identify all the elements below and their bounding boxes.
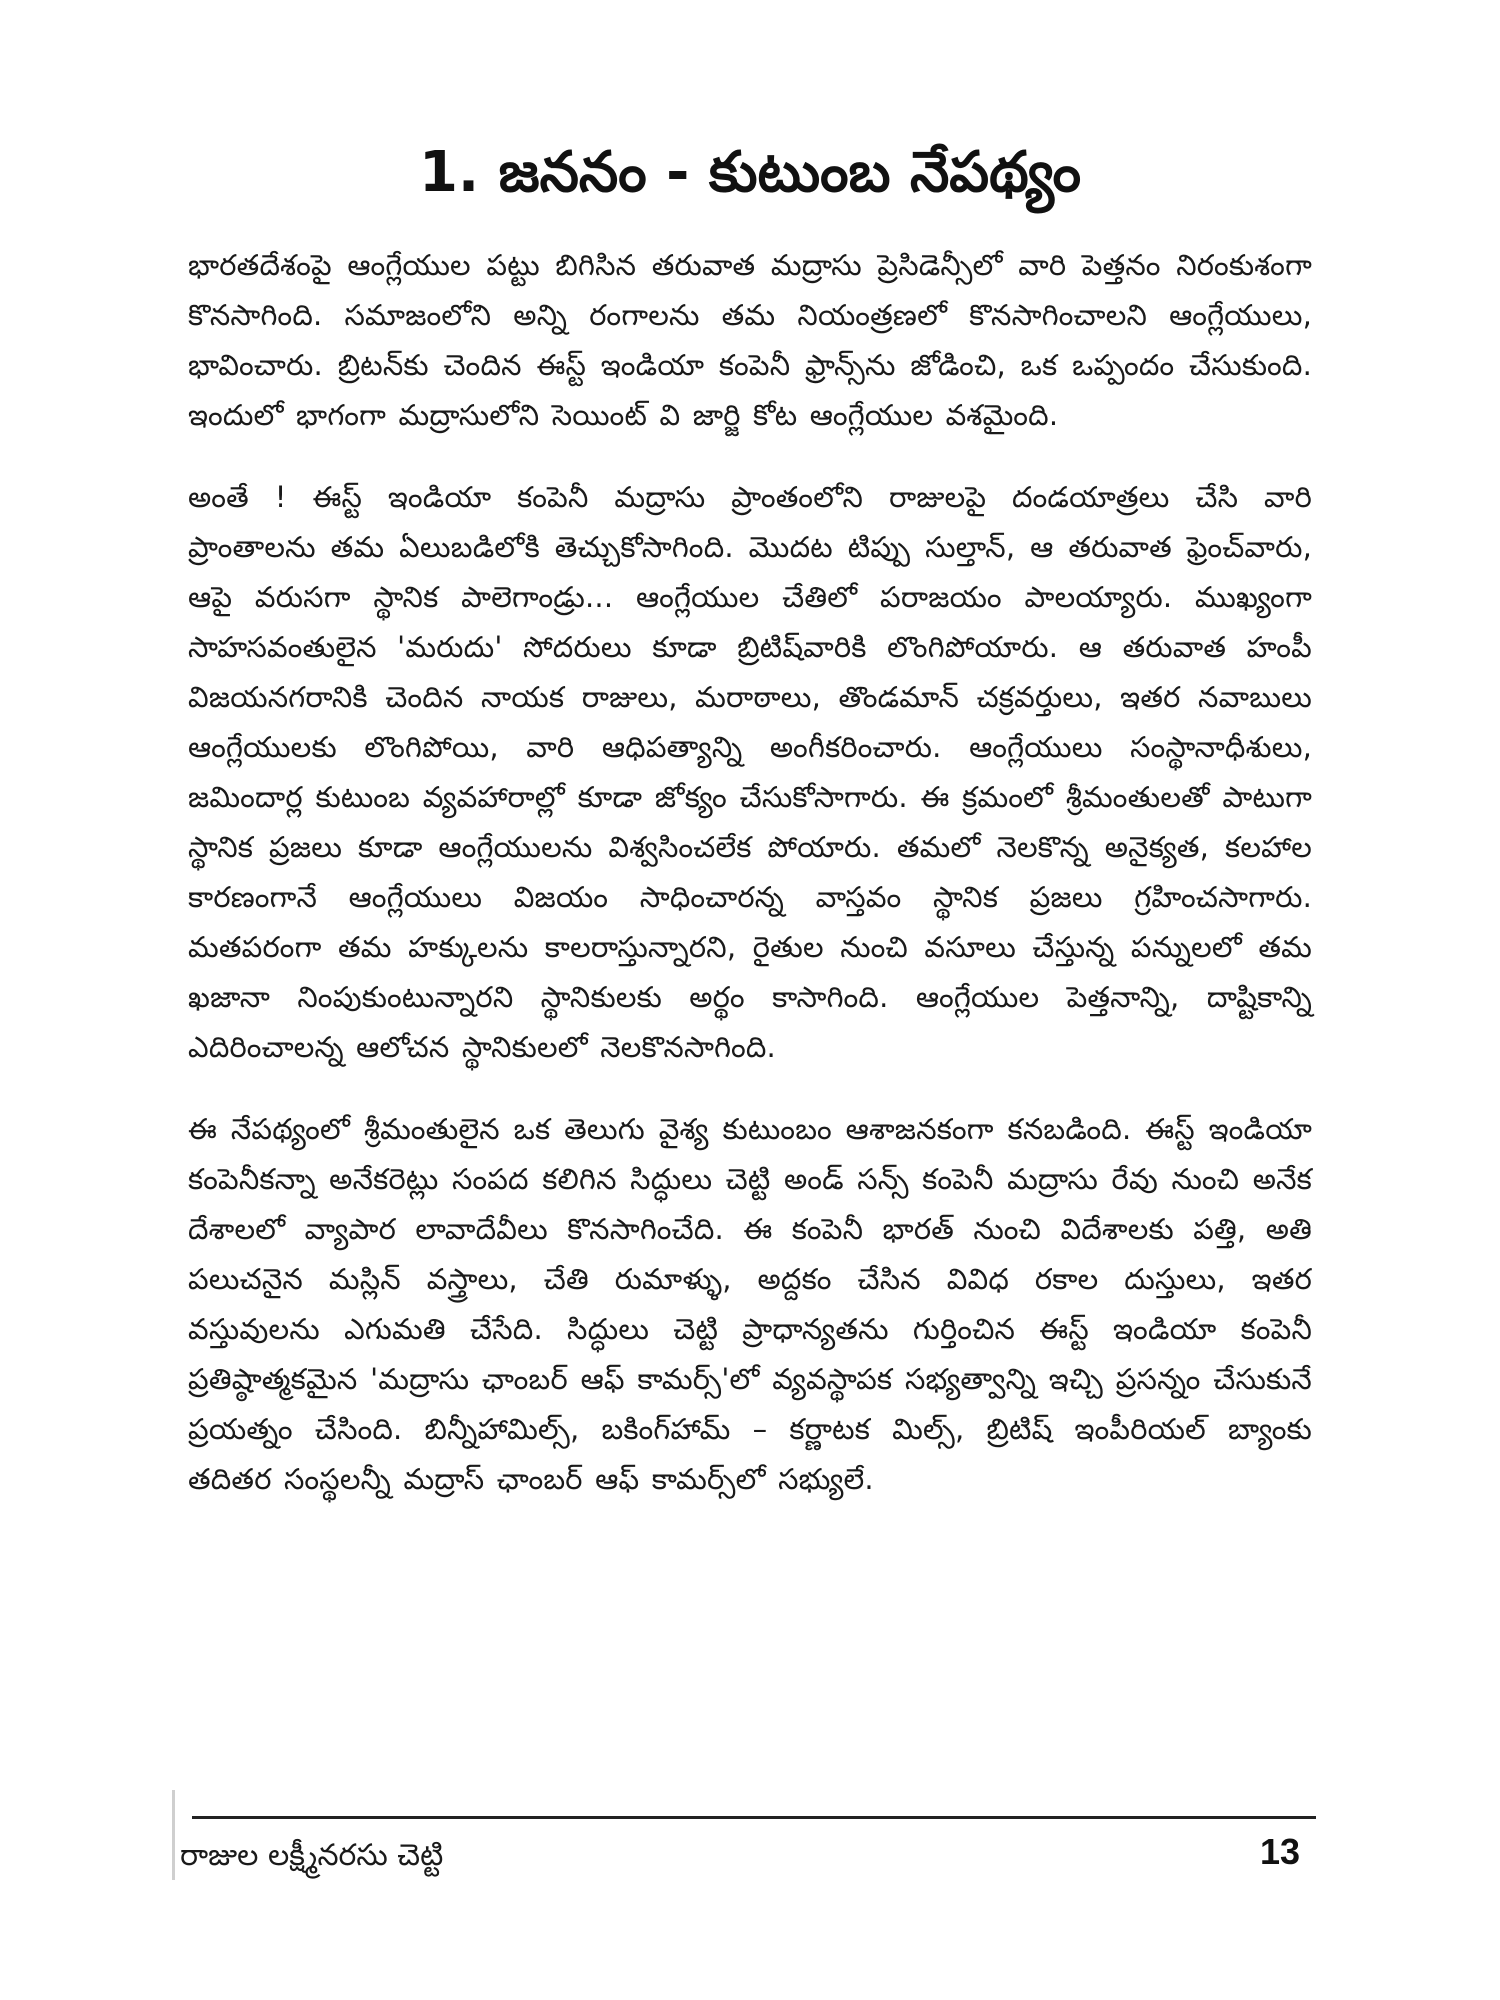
footer-author-name: రాజుల లక్ష్మీనరసు చెట్టి: [180, 1838, 444, 1873]
footer-divider: [192, 1816, 1316, 1819]
paragraph-3: ఈ నేపథ్యంలో శ్రీమంతులైన ఒక తెలుగు వైశ్య కుటుంబం ఆశాజనకంగా కనబడింది. ఈస్ట్ ఇండియా కంపెనీకన్నా అనేకరెట్లు సంపద కలిగిన సిద్ధులు చెట్టి అండ్ సన్స్ కంపెనీ మద్రాసు రేవు నుంచి అనేక దేశాలలో వ్యాపార లావాదేవీలు కొనసాగించేది. ఈ కంపెనీ భారత్ నుంచి విదేశాలకు పత్తి, అతి పలుచనైన మస్లిన్ వస్త్రాలు, చేతి రుమాళ్ళు, అద్దకం చేసిన వివిధ రకాల దుస్తులు, ఇతర వస్తువులను ఎగుమతి చేసేది. సిద్ధులు చెట్టి ప్రాధాన్యతను గుర్తించిన ఈస్ట్ ఇండియా కంపెనీ ప్రతిష్ఠాత్మకమైన 'మద్రాసు ఛాంబర్ ఆఫ్ కామర్స్'లో వ్యవస్థాపక సభ్యత్వాన్ని ఇచ్చి ప్రసన్నం చేసుకునే ప్రయత్నం చేసింది. బిన్నీహామిల్స్, బకింగ్‌హామ్ – కర్ణాటక మిల్స్, బ్రిటిష్ ఇంపీరియల్ బ్యాంకు తదితర సంస్థలన్నీ మద్రాస్ ఛాంబర్ ఆఫ్ కామర్స్‌లో సభ్యులే.: [188, 1112, 1312, 1496]
chapter-title: 1. జననం - కుటుంబ నేపథ్యం: [418, 140, 1082, 205]
page-edge-shadow: [172, 1790, 175, 1880]
paragraph-2: అంతే ! ఈస్ట్ ఇండియా కంపెనీ మద్రాసు ప్రాంతంలోని రాజులపై దండయాత్రలు చేసి వారి ప్రాంతాలను తమ ఏలుబడిలోకి తెచ్చుకోసాగింది. మొదట టిప్పు సుల్తాన్, ఆ తరువాత ఫ్రెంచ్‌వారు, ఆపై వరుసగా స్థానిక పాలెగాండ్రు... ఆంగ్లేయుల చేతిలో పరాజయం పాలయ్యారు. ముఖ్యంగా సాహసవంతులైన 'మరుదు' సోదరులు కూడా బ్రిటిష్‌వారికి లొంగిపోయారు. ఆ తరువాత హంపీ విజయనగరానికి చెందిన నాయక రాజులు, మరాఠాలు, తొండమాన్ చక్రవర్తులు, ఇతర నవాబులు ఆంగ్లేయులకు లొంగిపోయి, వారి ఆధిపత్యాన్ని అంగీకరించారు. ఆంగ్లేయులు సంస్థానాధీశులు, జమిందార్ల కుటుంబ వ్యవహారాల్లో కూడా జోక్యం చేసుకోసాగారు. ఈ క్రమంలో శ్రీమంతులతో పాటుగా స్థానిక ప్రజలు కూడా ఆంగ్లేయులను విశ్వసించలేక పోయారు. తమలో నెలకొన్న అనైక్యత, కలహాల కారణంగానే ఆంగ్లేయులు విజయం సాధించారన్న వాస్తవం స్థానిక ప్రజలు గ్రహించసాగారు. మతపరంగా తమ హక్కులను కాలరాస్తున్నారని, రైతుల నుంచి వసూలు చేస్తున్న పన్నులలో తమ ఖజానా నింపుకుంటున్నారని స్థానికులకు అర్థం కాసాగింది. ఆంగ్లేయుల పెత్తనాన్ని, దాష్టికాన్ని ఎదిరించాలన్న ఆలోచన స్థానికులలో నెలకొనసాగింది.: [188, 480, 1312, 1064]
chapter-body: [188, 240, 1312, 1536]
page-number: 13: [1259, 1831, 1300, 1872]
paragraph-1: భారతదేశంపై ఆంగ్లేయుల పట్టు బిగిసిన తరువాత మద్రాసు ప్రెసిడెన్సీలో వారి పెత్తనం నిరంకుశంగా కొనసాగింది. సమాజంలోని అన్ని రంగాలను తమ నియంత్రణలో కొనసాగించాలని ఆంగ్లేయులు, భావించారు. బ్రిటన్‌కు చెందిన ఈస్ట్ ఇండియా కంపెనీ ఫ్రాన్స్‌ను జోడించి, ఒక ఒప్పందం చేసుకుంది. ఇందులో భాగంగా మద్రాసులోని సెయింట్ వి జార్జి కోట ఆంగ్లేయుల వశమైంది.: [188, 248, 1312, 432]
